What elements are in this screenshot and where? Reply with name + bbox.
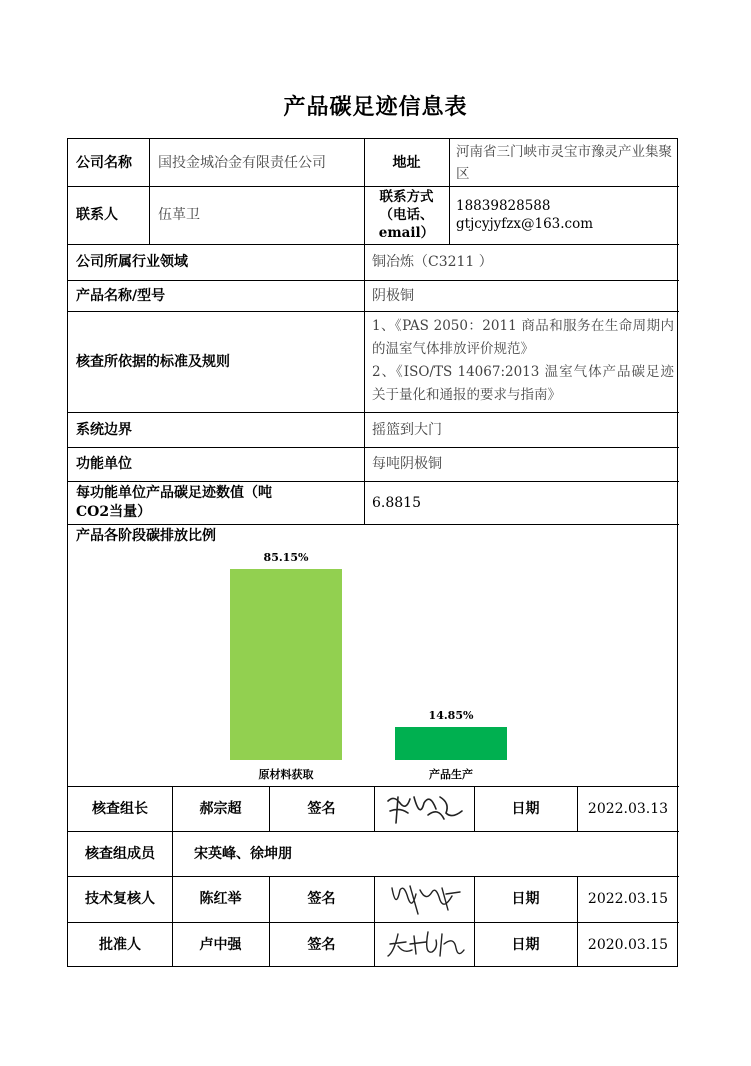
address-value: 河南省三门峡市灵宝市豫灵产业集聚区: [456, 143, 672, 182]
category-label-2: 产品生产: [429, 768, 473, 781]
phone-value: 18839828588: [456, 198, 551, 214]
stage-ratio-label: 产品各阶段碳排放比例: [76, 528, 216, 544]
stage-ratio-chart: [68, 524, 679, 786]
bar-value-label-1: 85.15%: [263, 551, 309, 565]
company-name-label: 公司名称: [76, 154, 132, 171]
footprint-value: 6.8815: [372, 494, 421, 511]
leader-date: 2022.03.13: [587, 800, 669, 817]
product-label: 产品名称/型号: [76, 287, 166, 304]
leader-name: 郝宗超: [199, 800, 242, 817]
leader-date-label: 日期: [511, 800, 540, 817]
page-title: 产品碳足迹信息表: [283, 94, 468, 120]
reviewer-sign-label: 签名: [307, 891, 336, 907]
members-value: 宋英峰、徐坤朋: [194, 845, 292, 862]
bar-value-label-2: 14.85%: [428, 708, 474, 722]
leader-signature: [380, 789, 470, 829]
functional-unit-value: 每吨阴极铜: [372, 456, 442, 472]
bar-1: [230, 569, 342, 760]
contact-method-value: [456, 197, 674, 233]
standard-1: 1、《PAS 2050：2011 商品和服务在生命周期内的温室气体排放评价规范》: [372, 318, 674, 357]
address-label: 地址: [392, 154, 421, 171]
bar-2: [395, 727, 507, 760]
email-value: gtjcyjyfzx@163.com: [456, 216, 594, 232]
contact-person-value: 伍革卫: [158, 207, 200, 223]
leader-label: 核查组长: [92, 800, 148, 817]
functional-unit-label: 功能单位: [76, 456, 132, 472]
reviewer-date-label: 日期: [511, 891, 540, 907]
approver-name: 卢中强: [199, 936, 242, 953]
footprint-label: 每功能单位产品碳足迹数值（吨CO2当量）: [76, 484, 272, 520]
contact-person-label: 联系人: [76, 207, 118, 223]
industry-value: 铜冶炼（C3211 ）: [372, 254, 493, 270]
category-label-1: 原材料获取: [258, 768, 314, 781]
product-value: 阴极铜: [372, 287, 414, 304]
reviewer-date: 2022.03.15: [587, 891, 669, 907]
approver-signature: [384, 926, 468, 964]
industry-label: 公司所属行业领域: [76, 254, 188, 270]
leader-sign-label: 签名: [307, 800, 336, 817]
contact-method-label: 联系方式（电话、email）: [378, 189, 435, 241]
boundary-value: 摇篮到大门: [372, 421, 442, 438]
reviewer-signature: [386, 880, 466, 920]
reviewer-label: 技术复核人: [85, 891, 155, 907]
approver-label: 批准人: [99, 936, 141, 953]
info-table: [67, 138, 678, 967]
reviewer-name: 陈红举: [199, 891, 242, 907]
approver-sign-label: 签名: [307, 936, 336, 953]
standard-2: 2、《ISO/TS 14067:2013 温室气体产品碳足迹关于量化和通报的要求与指南》: [372, 364, 674, 403]
boundary-label: 系统边界: [76, 421, 132, 438]
company-name-value: 国投金城冶金有限责任公司: [158, 154, 326, 171]
approver-date-label: 日期: [511, 936, 540, 953]
standards-label: 核查所依据的标准及规则: [76, 353, 230, 370]
members-label: 核查组成员: [85, 845, 155, 862]
approver-date: 2020.03.15: [587, 936, 669, 953]
standards-value: [372, 315, 674, 407]
